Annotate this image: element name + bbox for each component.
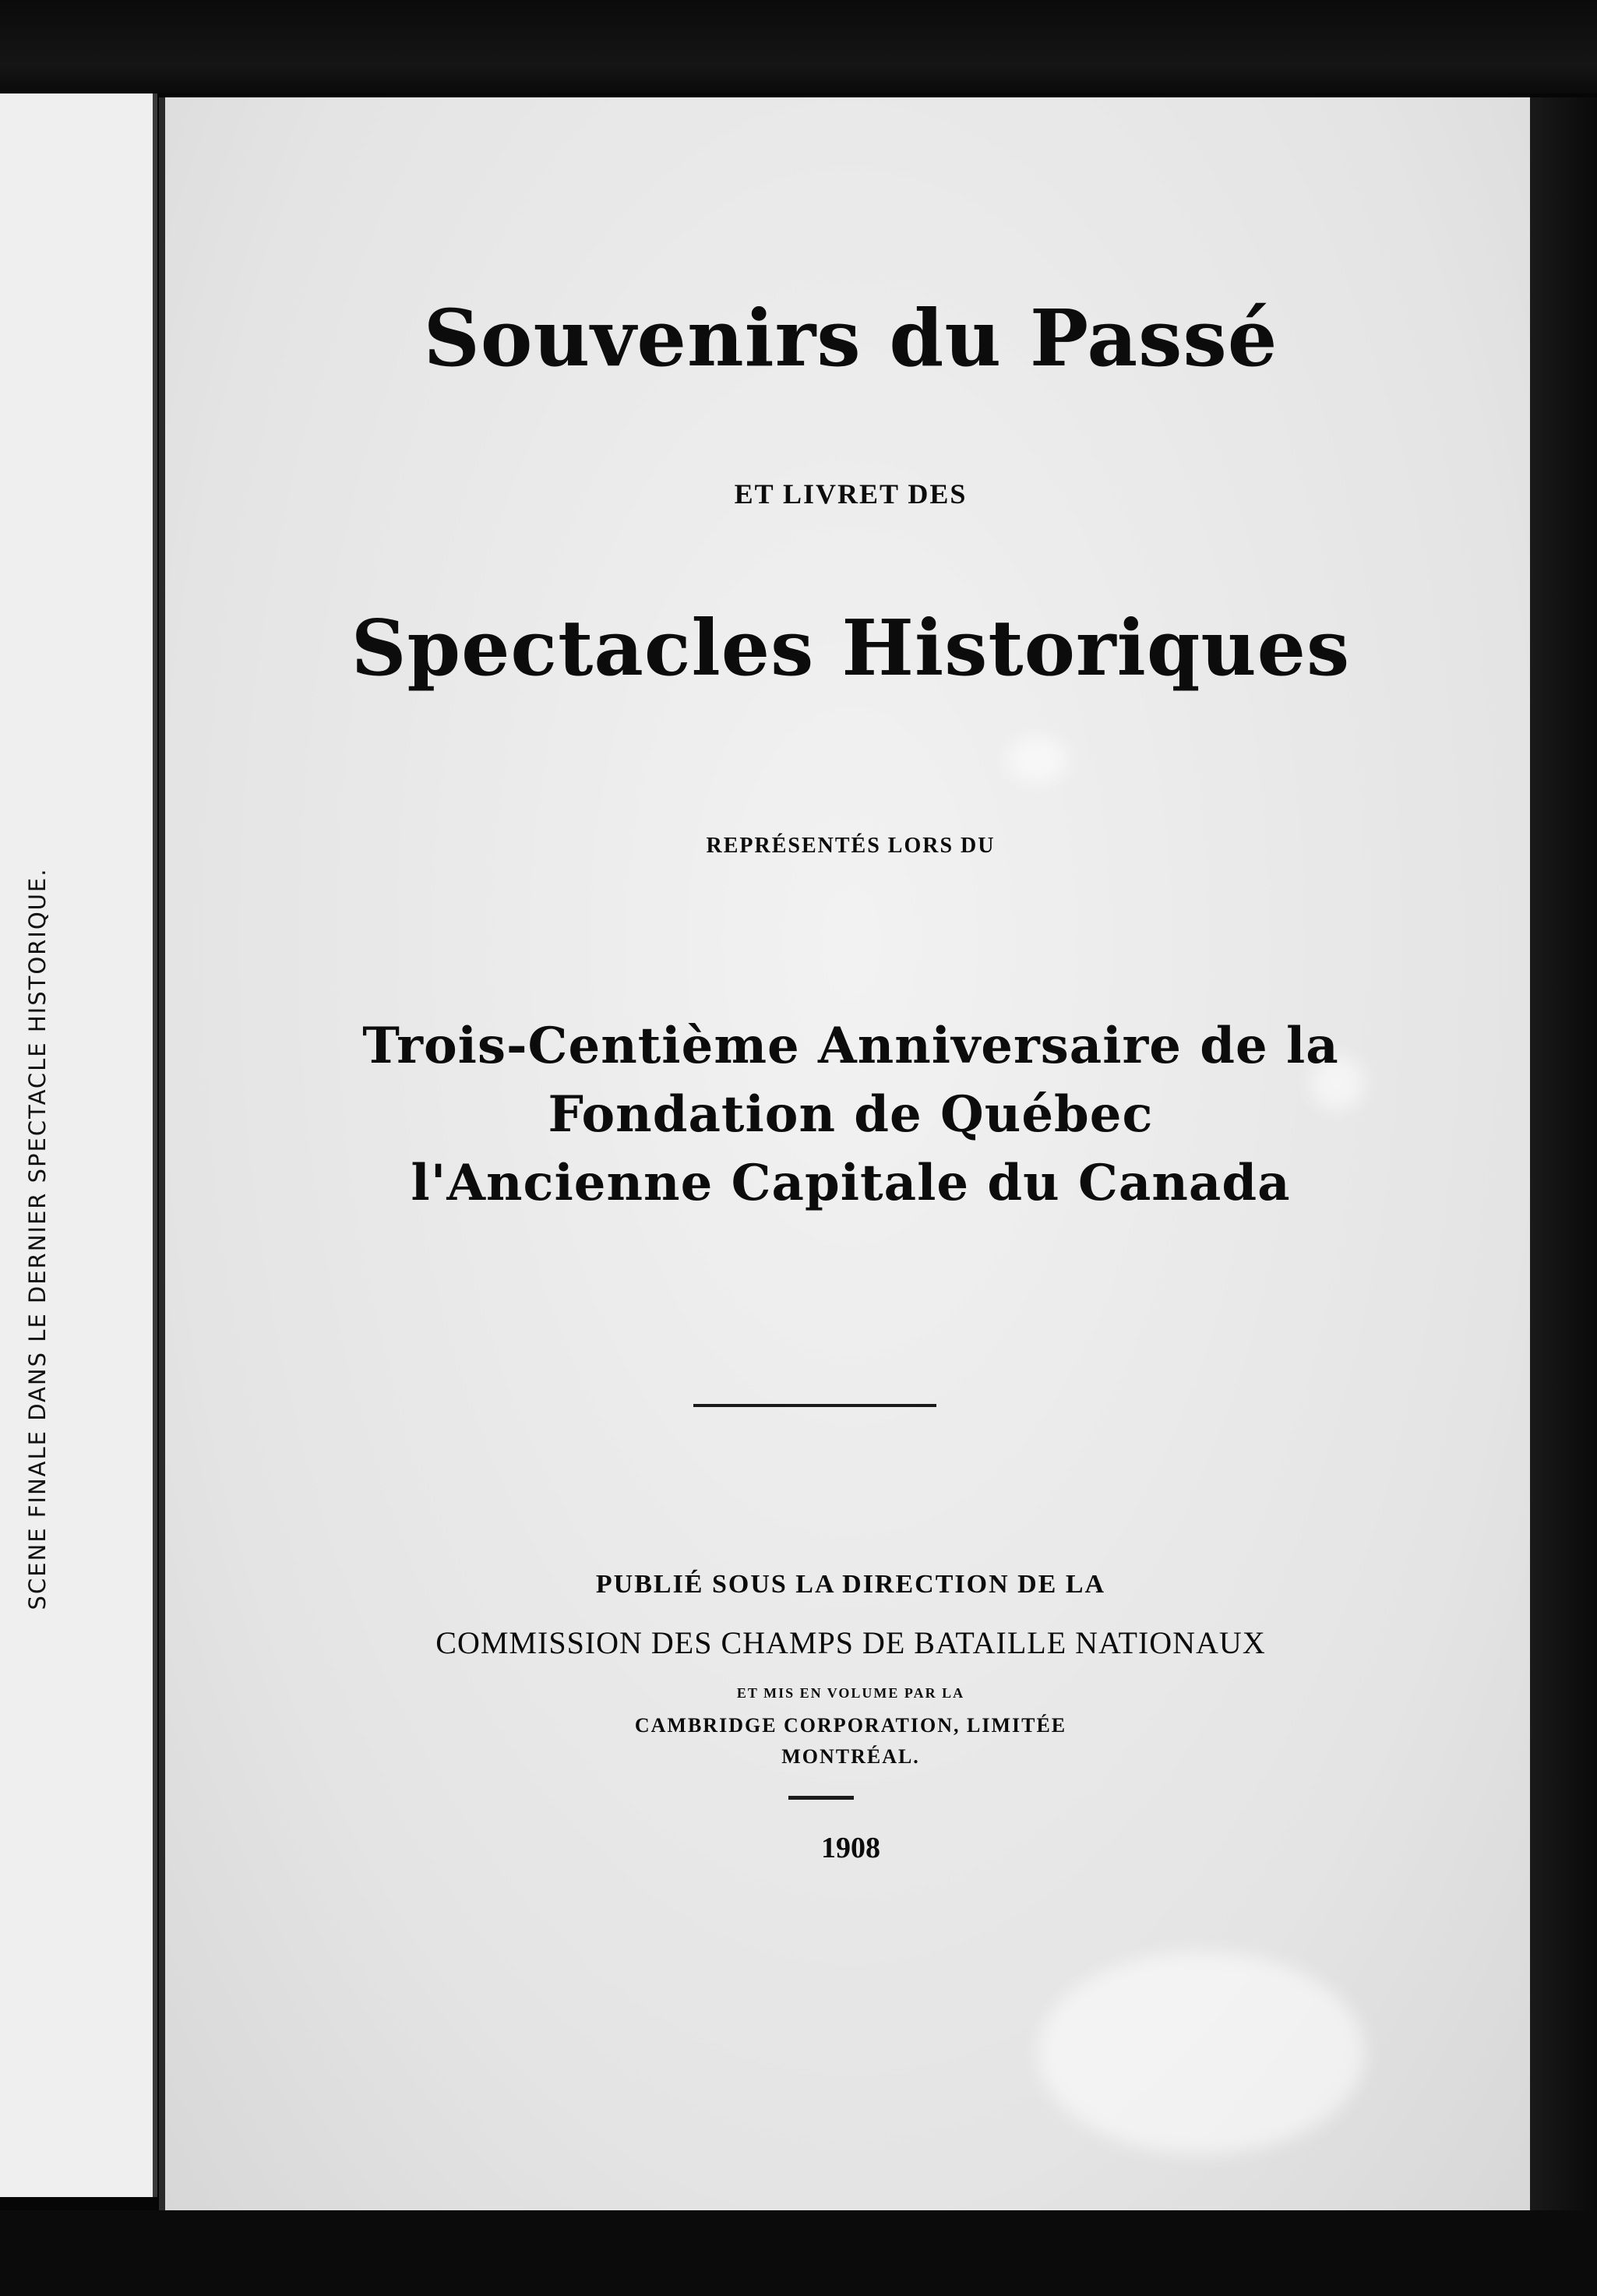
paper-smudge: [1038, 1952, 1365, 2154]
publication-year: 1908: [821, 1832, 880, 1864]
imprint-direction: PUBLIÉ SOUS LA DIRECTION DE LA: [595, 1570, 1106, 1599]
imprint-volume: ET MIS EN VOLUME PAR LA: [736, 1685, 965, 1701]
occasion-line-3: l'Ancienne Capitale du Canada: [411, 1154, 1291, 1212]
imprint-commission: COMMISSION DES CHAMPS DE BATAILLE NATIONAUX: [435, 1625, 1266, 1660]
imprint-city: MONTRÉAL.: [781, 1745, 920, 1768]
imprint-publisher: CAMBRIDGE CORPORATION, LIMITÉE: [634, 1714, 1067, 1737]
side-foldout-strip: [0, 93, 157, 2197]
side-caption: SCENE FINALE DANS LE DERNIER SPECTACLE HISTORIQUE.: [24, 867, 51, 1610]
occasion-line-1: Trois-Centième Anniversaire de la: [362, 1017, 1339, 1075]
bottom-scanner-band: [0, 2210, 1597, 2296]
occasion-connector: REPRÉSENTÉS LORS DU: [706, 834, 996, 858]
title-page: [159, 97, 1536, 2210]
top-scanner-band: [0, 0, 1597, 93]
paper-smudge: [1006, 736, 1069, 783]
short-rule: [788, 1796, 854, 1800]
right-page-edge: [1530, 97, 1597, 2210]
main-title: Souvenirs du Passé: [423, 292, 1278, 384]
subtitle-connector: ET LIVRET DES: [734, 478, 968, 510]
secondary-title: Spectacles Historiques: [351, 604, 1351, 693]
divider-rule: [693, 1404, 936, 1407]
occasion-line-2: Fondation de Québec: [548, 1085, 1154, 1144]
